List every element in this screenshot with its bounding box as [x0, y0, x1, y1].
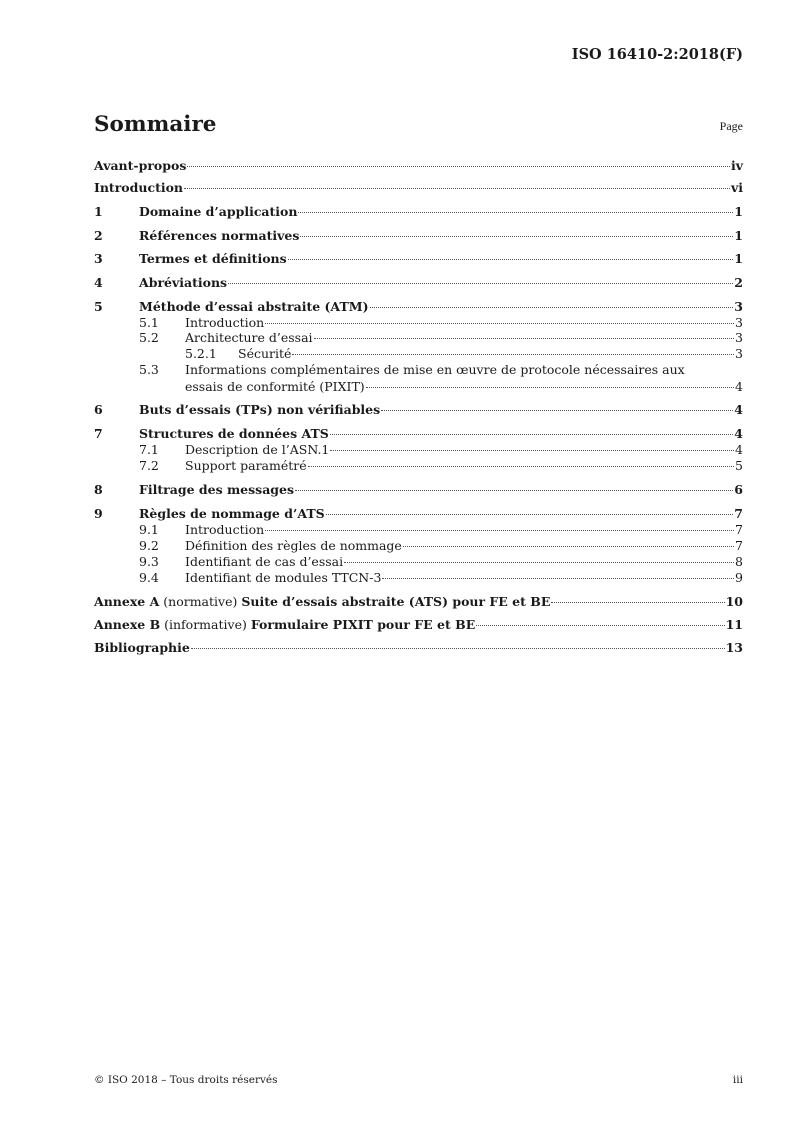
annex-title: Suite d’essais abstraite (ATS) pour FE et BE	[241, 594, 551, 609]
toc-entry-title: Introduction	[185, 522, 265, 537]
toc-entry-title	[94, 594, 550, 609]
toc-entry-title: Avant-propos	[94, 158, 187, 173]
toc-entry-number: 7.2	[139, 458, 159, 473]
dot-leader	[344, 561, 734, 563]
toc-entry-title: Informations complémentaires de mise en œuvre de protocole nécessaires aux	[185, 362, 685, 377]
toc-entry-introduction[interactable]	[94, 180, 743, 195]
toc-entry-number: 9.3	[139, 554, 159, 569]
toc-entry-page: 3	[734, 299, 743, 314]
dot-leader	[330, 433, 733, 435]
toc-entry-title: Support paramétré	[185, 458, 307, 473]
toc-entry-5-2-1[interactable]	[185, 346, 743, 361]
toc-entry-page: 4	[735, 379, 743, 394]
toc-entry-title: Références normatives	[139, 228, 300, 243]
dot-leader	[300, 235, 733, 237]
toc-entry-page: 10	[725, 594, 743, 609]
annex-kind: (normative)	[159, 594, 242, 609]
toc-entry-number: 4	[94, 275, 103, 290]
page-column-label: Page	[719, 119, 743, 133]
toc-entry-page: 4	[734, 426, 743, 441]
toc-entry-5-3-line2[interactable]	[185, 379, 743, 394]
toc-entry-page: 11	[725, 617, 743, 632]
toc-entry-page: 5	[735, 458, 743, 473]
dot-leader	[187, 165, 730, 167]
dot-leader	[370, 306, 734, 308]
toc-entry-5-2[interactable]	[139, 330, 743, 345]
toc-entry-number: 5.2	[139, 330, 159, 345]
toc-entry-title: Introduction	[185, 315, 265, 330]
toc-entry-title: Structures de données ATS	[139, 426, 329, 441]
toc-entry-title: Termes et définitions	[139, 251, 287, 266]
toc-entry-avant-propos[interactable]	[94, 158, 743, 173]
toc-entry-clause-9[interactable]	[94, 506, 743, 521]
dot-leader	[382, 577, 734, 579]
toc-entry-clause-6[interactable]	[94, 402, 743, 417]
toc-entry-annex-b[interactable]	[94, 617, 743, 632]
toc-entry-title: Filtrage des messages	[139, 482, 295, 497]
toc-entry-number: 5.2.1	[185, 346, 217, 361]
toc-entry-title: Sécurité	[238, 346, 292, 361]
toc-entry-title: Description de l’ASN.1	[185, 442, 330, 457]
toc-entry-title	[94, 617, 475, 632]
dot-leader	[184, 187, 730, 189]
dot-leader	[403, 545, 734, 547]
toc-entry-number: 2	[94, 228, 103, 243]
toc-entry-number: 9.4	[139, 570, 159, 585]
toc-entry-title: Bibliographie	[94, 640, 190, 655]
toc-entry-7-2[interactable]	[139, 458, 743, 473]
dot-leader	[298, 211, 733, 213]
toc-entry-number: 6	[94, 402, 103, 417]
toc-entry-bibliographie[interactable]	[94, 640, 743, 655]
toc-entry-title: Architecture d’essai	[185, 330, 313, 345]
toc-entry-clause-3[interactable]	[94, 251, 743, 266]
toc-entry-page: 6	[734, 482, 743, 497]
document-id: ISO 16410-2:2018(F)	[571, 46, 743, 63]
toc-entry-page: 7	[735, 538, 743, 553]
toc-entry-title: Règles de nommage d’ATS	[139, 506, 325, 521]
toc-entry-5-3-line1[interactable]	[139, 362, 685, 377]
dot-leader	[292, 353, 734, 355]
toc-entry-clause-2[interactable]	[94, 228, 743, 243]
dot-leader	[551, 601, 724, 603]
dot-leader	[295, 489, 733, 491]
dot-leader	[381, 409, 733, 411]
toc-entry-number: 8	[94, 482, 103, 497]
toc-entry-page: 7	[734, 506, 743, 521]
toc-entry-page: 9	[735, 570, 743, 585]
toc-entry-number: 1	[94, 204, 103, 219]
toc-entry-title: Méthode d’essai abstraite (ATM)	[139, 299, 369, 314]
toc-entry-5-1[interactable]	[139, 315, 743, 330]
dot-leader	[228, 282, 733, 284]
toc-entry-9-3[interactable]	[139, 554, 743, 569]
toc-entry-number: 3	[94, 251, 103, 266]
toc-entry-title: Domaine d’application	[139, 204, 298, 219]
toc-entry-title: Abréviations	[139, 275, 228, 290]
toc-entry-number: 5	[94, 299, 103, 314]
toc-entry-number: 7.1	[139, 442, 159, 457]
toc-entry-number: 5.3	[139, 362, 159, 377]
toc-entry-page: 1	[734, 204, 743, 219]
dot-leader	[330, 449, 734, 451]
toc-entry-9-2[interactable]	[139, 538, 743, 553]
dot-leader	[288, 258, 734, 260]
toc-entry-title: Identifiant de cas d’essai	[185, 554, 344, 569]
dot-leader	[476, 624, 724, 626]
dot-leader	[366, 386, 734, 388]
toc-entry-annex-a[interactable]	[94, 594, 743, 609]
toc-entry-page: iv	[730, 158, 743, 173]
toc-entry-number: 9.1	[139, 522, 159, 537]
toc-entry-clause-7[interactable]	[94, 426, 743, 441]
toc-entry-page: 2	[734, 275, 743, 290]
toc-entry-7-1[interactable]	[139, 442, 743, 457]
toc-entry-clause-4[interactable]	[94, 275, 743, 290]
toc-entry-number: 9.2	[139, 538, 159, 553]
toc-entry-page: 1	[734, 251, 743, 266]
toc-entry-title: Définition des règles de nommage	[185, 538, 402, 553]
footer-page-number: iii	[732, 1074, 743, 1086]
dot-leader	[265, 529, 734, 531]
toc-entry-page: 3	[735, 346, 743, 361]
toc-entry-clause-5[interactable]	[94, 299, 743, 314]
annex-label: Annexe A	[94, 594, 160, 609]
dot-leader	[265, 322, 734, 324]
toc-entry-9-1[interactable]	[139, 522, 743, 537]
toc-entry-title: Introduction	[94, 180, 184, 195]
annex-kind: (informative)	[160, 617, 251, 632]
toc-entry-page: 3	[735, 330, 743, 345]
toc-entry-number: 5.1	[139, 315, 159, 330]
toc-entry-page: 4	[735, 442, 743, 457]
toc-entry-page: 7	[735, 522, 743, 537]
toc-entry-clause-8[interactable]	[94, 482, 743, 497]
toc-entry-page: 13	[725, 640, 743, 655]
toc-title: Sommaire	[94, 112, 217, 137]
toc-entry-page: 8	[735, 554, 743, 569]
dot-leader	[314, 337, 735, 339]
toc-entry-title: Identifiant de modules TTCN-3	[185, 570, 382, 585]
toc-entry-9-4[interactable]	[139, 570, 743, 585]
toc-entry-page: vi	[730, 180, 743, 195]
toc-entry-title-continued: essais de conformité (PIXIT)	[185, 379, 365, 394]
dot-leader	[191, 647, 725, 649]
dot-leader	[326, 513, 734, 515]
toc-entry-number: 9	[94, 506, 103, 521]
toc-entry-number: 7	[94, 426, 103, 441]
toc-entry-page: 4	[734, 402, 743, 417]
toc-entry-page: 3	[735, 315, 743, 330]
annex-label: Annexe B	[94, 617, 161, 632]
annex-title: Formulaire PIXIT pour FE et BE	[250, 617, 476, 632]
footer-copyright: © ISO 2018 – Tous droits réservés	[94, 1074, 278, 1086]
toc-entry-title: Buts d’essais (TPs) non vérifiables	[139, 402, 381, 417]
dot-leader	[308, 465, 734, 467]
toc-entry-page: 1	[734, 228, 743, 243]
toc-entry-clause-1[interactable]	[94, 204, 743, 219]
